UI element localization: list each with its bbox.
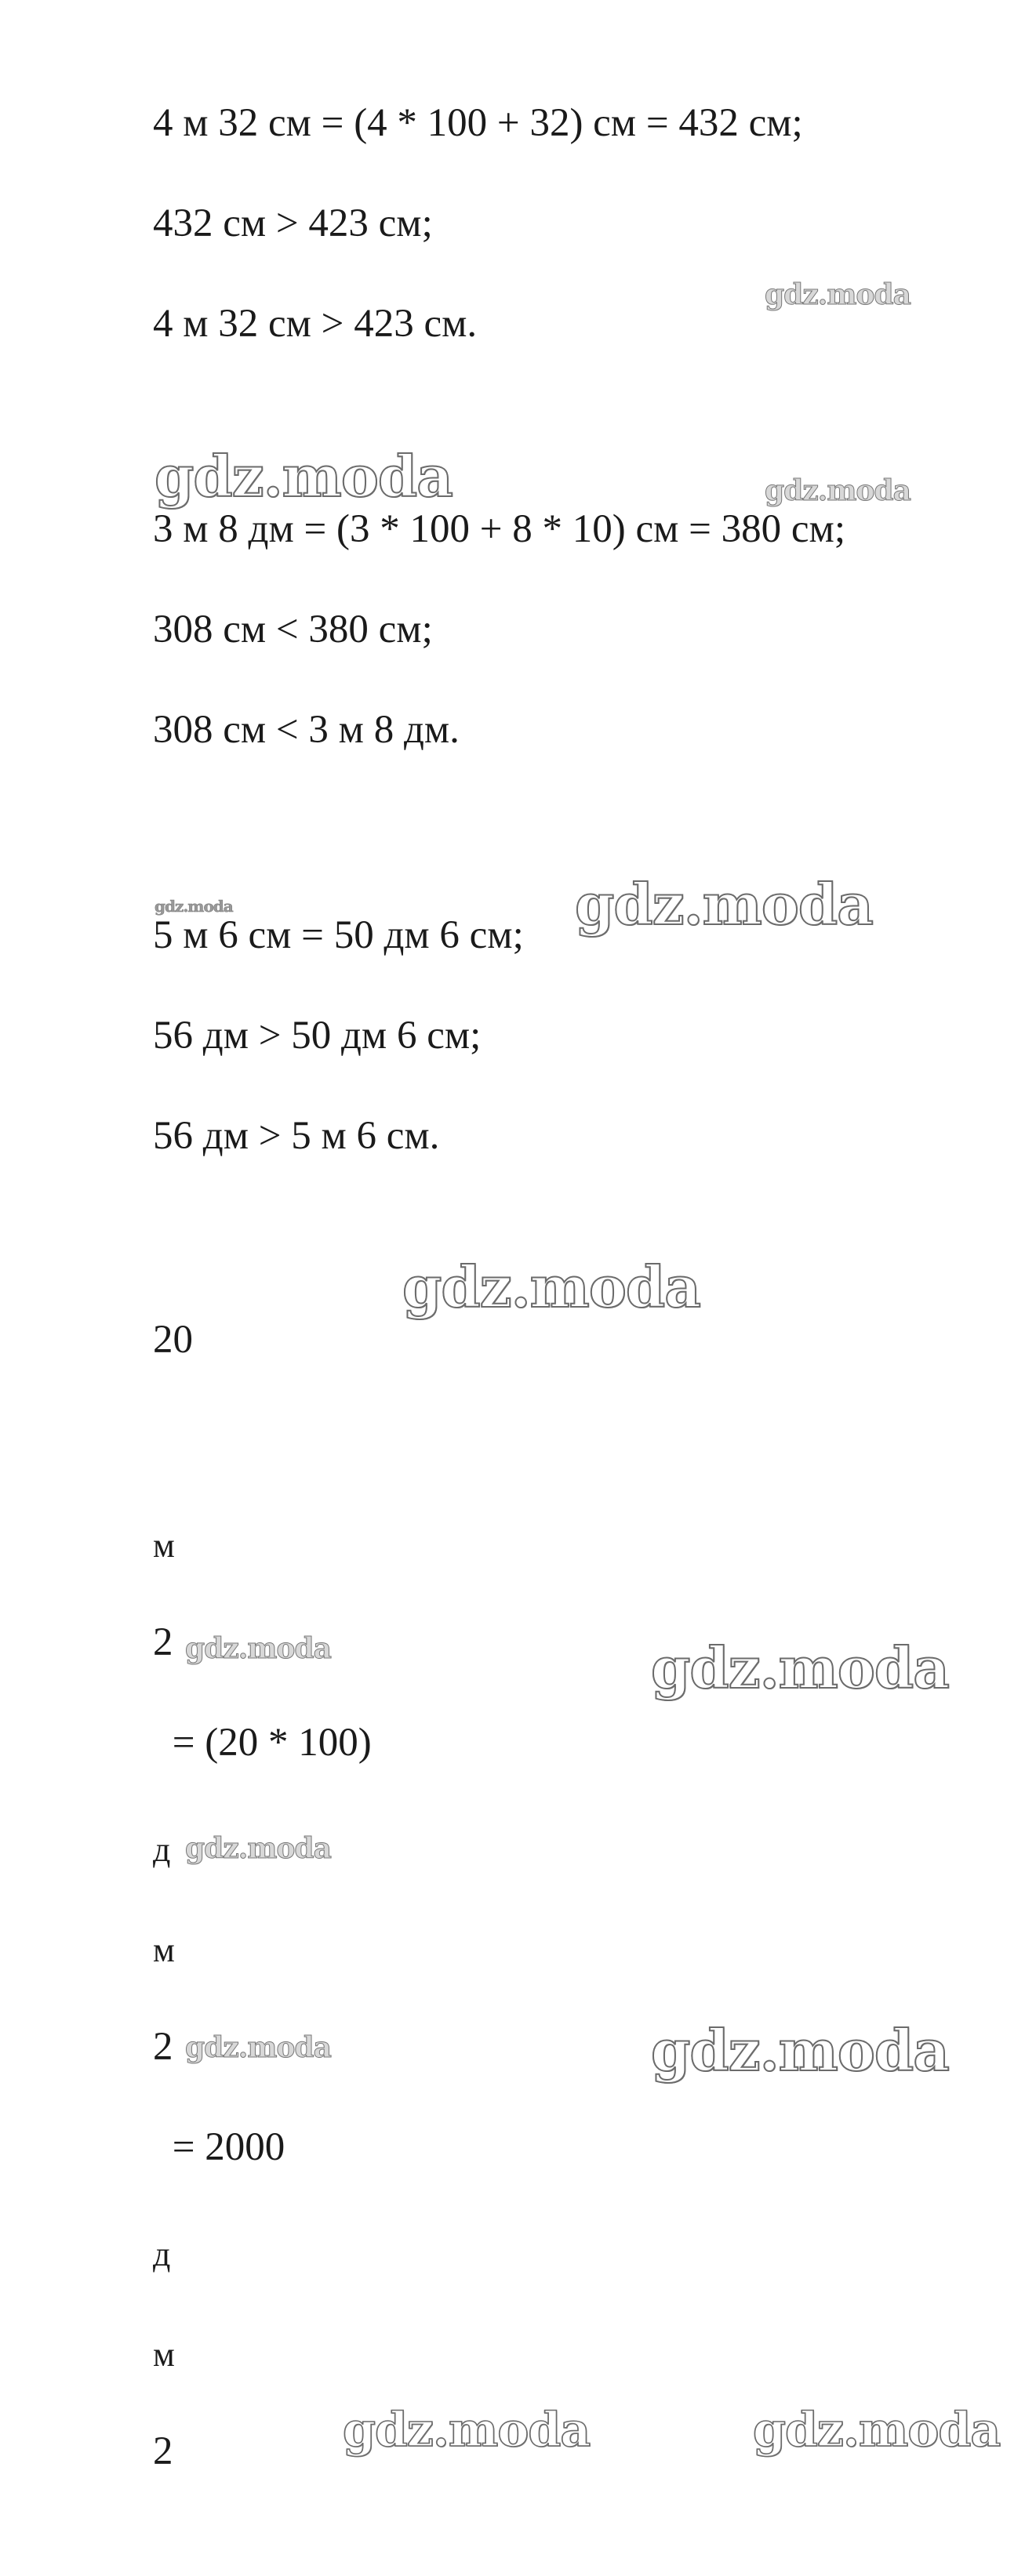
watermark: gdz.moda — [575, 871, 873, 938]
watermark: gdz.moda — [343, 2403, 591, 2458]
equation-line-2: 432 см > 423 см; — [153, 201, 433, 245]
exponent-two: 2 — [153, 2025, 173, 2069]
watermark: gdz.moda — [651, 1634, 949, 1701]
number-twenty: 20 — [153, 1318, 193, 1362]
watermark: gdz.moda — [753, 2403, 1001, 2458]
exponent-two: 2 — [153, 2429, 173, 2473]
watermark: gdz.moda — [185, 1632, 331, 1665]
unit-letter-d: д — [153, 1830, 171, 1869]
watermark: gdz.moda — [154, 443, 453, 510]
watermark: gdz.moda — [154, 897, 233, 916]
equation-line-6: 308 см < 3 м 8 дм. — [153, 708, 460, 752]
equation-line-9: 56 дм > 5 м 6 см. — [153, 1114, 440, 1158]
unit-letter-m: м — [153, 2335, 175, 2374]
conversion-result: = 2000 — [162, 2125, 285, 2169]
unit-letter-m: м — [153, 1526, 175, 1565]
watermark: gdz.moda — [651, 2017, 949, 2084]
equation-line-1: 4 м 32 см = (4 * 100 + 32) см = 432 см; — [153, 101, 803, 145]
equation-line-7: 5 м 6 см = 50 дм 6 см; — [153, 913, 524, 957]
watermark: gdz.moda — [185, 1832, 331, 1865]
unit-letter-d: д — [153, 2235, 171, 2273]
watermark: gdz.moda — [402, 1254, 700, 1320]
equation-line-3: 4 м 32 см > 423 см. — [153, 302, 478, 346]
equation-line-4: 3 м 8 дм = (3 * 100 + 8 * 10) см = 380 см; — [153, 507, 845, 551]
watermark: gdz.moda — [185, 2031, 331, 2064]
watermark: gdz.moda — [765, 278, 911, 311]
conversion-expression: = (20 * 100) — [162, 1721, 372, 1765]
unit-letter-m: м — [153, 1931, 175, 1969]
exponent-two: 2 — [153, 1620, 173, 1664]
watermark: gdz.moda — [765, 474, 911, 507]
equation-line-5: 308 см < 380 см; — [153, 608, 433, 651]
equation-line-8: 56 дм > 50 дм 6 см; — [153, 1014, 482, 1058]
